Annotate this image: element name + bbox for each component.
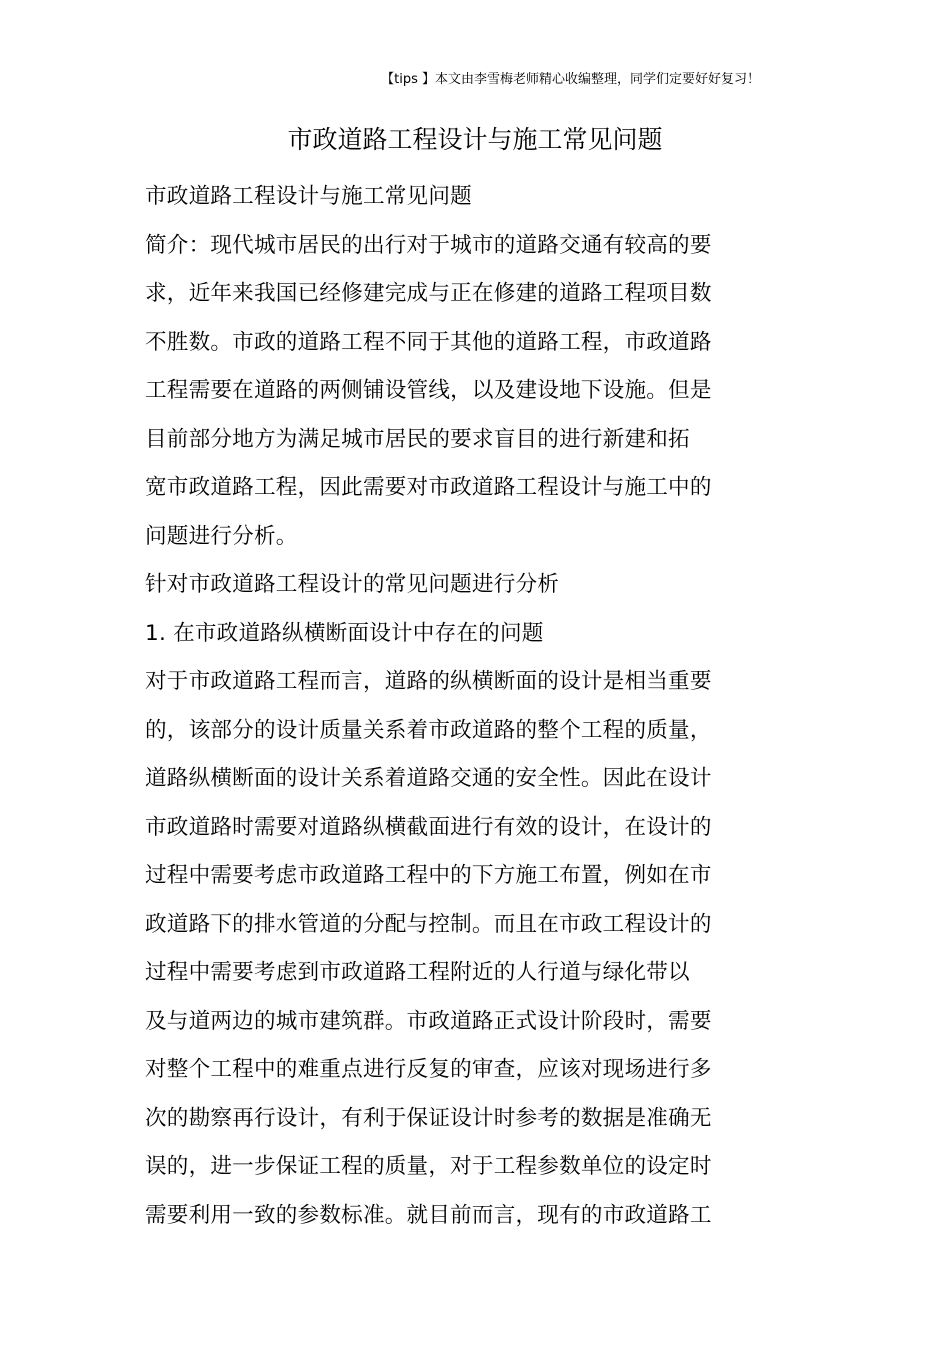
section-heading: 针对市政道路工程设计的常见问题进行分析: [145, 572, 560, 597]
paragraph-line: 对整个工程中的难重点进行反复的审查，应该对现场进行多: [145, 1057, 712, 1082]
paragraph-line: 目前部分地方为满足城市居民的要求盲目的进行新建和拓: [145, 426, 690, 452]
document-title: 市政道路工程设计与施工常见问题: [287, 125, 663, 154]
document-body: [145, 175, 745, 1242]
paragraph-line: 的，该部分的设计质量关系着市政道路的整个工程的质量，: [145, 717, 712, 743]
paragraph-line: 简介：现代城市居民的出行对于城市的道路交通有较高的要: [145, 232, 712, 258]
paragraph-line: 求，近年来我国已经修建完成与正在修建的道路工程项目数: [145, 281, 712, 306]
paragraph-line: 及与道两边的城市建筑群。市政道路正式设计阶段时，需要: [145, 1008, 712, 1034]
paragraph-line: 对于市政道路工程而言，道路的纵横断面的设计是相当重要: [145, 669, 712, 694]
paragraph-line: 宽市政道路工程，因此需要对市政道路工程设计与施工中的: [145, 475, 712, 500]
header-note: 【tips 】本文由李雪梅老师精心收编整理，同学们定要好好复习！: [381, 72, 760, 87]
paragraph-line: 道路纵横断面的设计关系着道路交通的安全性。因此在设计: [145, 766, 712, 791]
section-heading: 市政道路工程设计与施工常见问题: [145, 184, 472, 209]
paragraph-line: 政道路下的排水管道的分配与控制。而且在市政工程设计的: [145, 911, 712, 937]
paragraph-line: 过程中需要考虑市政道路工程中的下方施工布置，例如在市: [145, 863, 712, 888]
paragraph-line: 工程需要在道路的两侧铺设管线，以及建设地下设施。但是: [145, 378, 712, 403]
paragraph-line: 需要利用一致的参数标准。就目前而言，现有的市政道路工: [145, 1202, 712, 1228]
paragraph-line: 过程中需要考虑到市政道路工程附近的人行道与绿化带以: [145, 960, 690, 985]
paragraph-line: 次的勘察再行设计，有利于保证设计时参考的数据是准确无: [145, 1105, 712, 1131]
paragraph-line: 误的，进一步保证工程的质量，对于工程参数单位的设定时: [145, 1154, 712, 1179]
paragraph-line: 不胜数。市政的道路工程不同于其他的道路工程，市政道路: [145, 329, 712, 355]
subsection-heading: 1. 在市政道路纵横断面设计中存在的问题: [145, 620, 544, 646]
paragraph-line: 问题进行分析。: [145, 523, 298, 549]
paragraph-line: 市政道路时需要对道路纵横截面进行有效的设计，在设计的: [145, 814, 712, 840]
